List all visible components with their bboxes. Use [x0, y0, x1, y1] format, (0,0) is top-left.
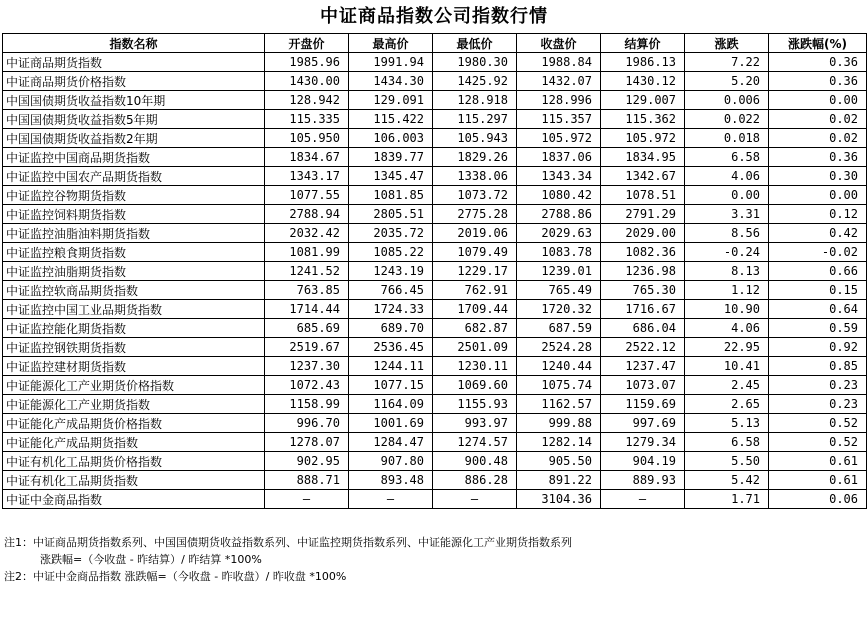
cell-change[interactable]: 6.58 — [685, 433, 769, 452]
page-title: 中证商品指数公司指数行情 — [320, 6, 548, 27]
cell-high[interactable]: 766.45 — [349, 281, 433, 300]
table-body — [3, 53, 867, 509]
cell-settle[interactable]: 1159.69 — [601, 395, 685, 414]
cell-settle[interactable]: 1834.95 — [601, 148, 685, 167]
cell-change-pct[interactable]: 0.02 — [769, 129, 867, 148]
cell-settle[interactable]: — — [601, 490, 685, 509]
cell-low[interactable]: 2019.06 — [433, 224, 517, 243]
cell-close[interactable]: 115.357 — [517, 110, 601, 129]
cell-change-pct[interactable]: 0.64 — [769, 300, 867, 319]
cell-low[interactable]: 128.918 — [433, 91, 517, 110]
cell-index-name[interactable]: 中证监控中国农产品期货指数 — [3, 167, 265, 186]
cell-high[interactable]: 2035.72 — [349, 224, 433, 243]
cell-close[interactable]: 765.49 — [517, 281, 601, 300]
cell-change[interactable]: 5.42 — [685, 471, 769, 490]
cell-open[interactable]: 128.942 — [265, 91, 349, 110]
cell-low[interactable]: 1073.72 — [433, 186, 517, 205]
cell-open[interactable]: 1077.55 — [265, 186, 349, 205]
cell-low[interactable]: 1155.93 — [433, 395, 517, 414]
cell-high[interactable]: 1081.85 — [349, 186, 433, 205]
cell-low[interactable]: 115.297 — [433, 110, 517, 129]
cell-open[interactable]: 888.71 — [265, 471, 349, 490]
cell-settle[interactable]: 997.69 — [601, 414, 685, 433]
cell-open[interactable]: 902.95 — [265, 452, 349, 471]
note-1-formula: 涨跌幅=（今收盘 - 昨结算）/ 昨结算 *100% — [40, 553, 262, 566]
cell-settle[interactable]: 889.93 — [601, 471, 685, 490]
cell-open[interactable]: 1241.52 — [265, 262, 349, 281]
cell-change[interactable]: 5.20 — [685, 72, 769, 91]
header-close: 收盘价 — [517, 34, 601, 53]
table-row — [3, 338, 867, 357]
cell-high[interactable]: 1001.69 — [349, 414, 433, 433]
cell-low[interactable]: 1230.11 — [433, 357, 517, 376]
cell-low[interactable]: 993.97 — [433, 414, 517, 433]
cell-change-pct[interactable]: 0.02 — [769, 110, 867, 129]
cell-index-name[interactable]: 中证有机化工品期货指数 — [3, 471, 265, 490]
cell-high[interactable]: 1991.94 — [349, 53, 433, 72]
table-row — [3, 300, 867, 319]
cell-high[interactable]: 106.003 — [349, 129, 433, 148]
table-row — [3, 262, 867, 281]
cell-high[interactable]: 893.48 — [349, 471, 433, 490]
cell-index-name[interactable]: 中证有机化工品期货价格指数 — [3, 452, 265, 471]
cell-high[interactable]: 1839.77 — [349, 148, 433, 167]
cell-close[interactable]: 891.22 — [517, 471, 601, 490]
cell-change[interactable]: 5.13 — [685, 414, 769, 433]
table-row — [3, 357, 867, 376]
cell-index-name[interactable]: 中证监控软商品期货指数 — [3, 281, 265, 300]
table-row — [3, 205, 867, 224]
cell-index-name[interactable]: 中证监控建材期货指数 — [3, 357, 265, 376]
table-row — [3, 319, 867, 338]
cell-change-pct[interactable]: 0.36 — [769, 148, 867, 167]
cell-high[interactable]: 2805.51 — [349, 205, 433, 224]
cell-index-name[interactable]: 中证监控中国商品期货指数 — [3, 148, 265, 167]
cell-open[interactable]: 1072.43 — [265, 376, 349, 395]
cell-low[interactable]: 1338.06 — [433, 167, 517, 186]
cell-index-name[interactable]: 中证监控油脂油料期货指数 — [3, 224, 265, 243]
table-row — [3, 91, 867, 110]
cell-settle[interactable]: 2029.00 — [601, 224, 685, 243]
cell-change-pct[interactable]: 0.06 — [769, 490, 867, 509]
cell-change[interactable]: 0.022 — [685, 110, 769, 129]
table-row — [3, 452, 867, 471]
cell-change-pct[interactable]: 0.52 — [769, 433, 867, 452]
cell-high[interactable]: 689.70 — [349, 319, 433, 338]
cell-close[interactable]: 1162.57 — [517, 395, 601, 414]
cell-high[interactable]: 1244.11 — [349, 357, 433, 376]
cell-index-name[interactable]: 中证能化产成品期货指数 — [3, 433, 265, 452]
cell-change-pct[interactable]: 0.92 — [769, 338, 867, 357]
cell-index-name[interactable]: 中证监控钢铁期货指数 — [3, 338, 265, 357]
cell-open[interactable]: 1343.17 — [265, 167, 349, 186]
cell-settle[interactable]: 1716.67 — [601, 300, 685, 319]
cell-low[interactable]: 1229.17 — [433, 262, 517, 281]
cell-close[interactable]: 999.88 — [517, 414, 601, 433]
cell-close[interactable]: 1075.74 — [517, 376, 601, 395]
cell-change[interactable]: 4.06 — [685, 167, 769, 186]
cell-low[interactable]: 1425.92 — [433, 72, 517, 91]
footnotes — [4, 534, 864, 585]
cell-low[interactable]: 682.87 — [433, 319, 517, 338]
cell-high[interactable]: 1345.47 — [349, 167, 433, 186]
cell-low[interactable]: 900.48 — [433, 452, 517, 471]
cell-open[interactable]: 115.335 — [265, 110, 349, 129]
cell-low[interactable]: 1274.57 — [433, 433, 517, 452]
cell-settle[interactable]: 1236.98 — [601, 262, 685, 281]
cell-change-pct[interactable]: 0.23 — [769, 376, 867, 395]
cell-index-name[interactable]: 中证中金商品指数 — [3, 490, 265, 509]
cell-open[interactable]: 685.69 — [265, 319, 349, 338]
cell-change[interactable]: 10.41 — [685, 357, 769, 376]
note-2: 注2：中证中金商品指数 涨跌幅=（今收盘 - 昨收盘）/ 昨收盘 *100% — [4, 570, 347, 583]
table-row — [3, 53, 867, 72]
cell-change[interactable]: 6.58 — [685, 148, 769, 167]
cell-low[interactable]: 2775.28 — [433, 205, 517, 224]
table-header-row — [3, 34, 867, 53]
cell-change[interactable]: -0.24 — [685, 243, 769, 262]
cell-index-name[interactable]: 中证监控能化期货指数 — [3, 319, 265, 338]
cell-open[interactable]: 1081.99 — [265, 243, 349, 262]
table-row — [3, 433, 867, 452]
note-1: 注1：中证商品期货指数系列、中国国债期货收益指数系列、中证监控期货指数系列、中证能源化工产业期货指数系列 — [4, 536, 572, 549]
cell-high[interactable]: 1243.19 — [349, 262, 433, 281]
cell-settle[interactable]: 1073.07 — [601, 376, 685, 395]
cell-change-pct[interactable]: 0.36 — [769, 72, 867, 91]
cell-index-name[interactable]: 中证监控谷物期货指数 — [3, 186, 265, 205]
cell-index-name[interactable]: 中证能化产成品期货价格指数 — [3, 414, 265, 433]
cell-settle[interactable]: 1082.36 — [601, 243, 685, 262]
cell-high[interactable]: — — [349, 490, 433, 509]
cell-change-pct[interactable]: 0.36 — [769, 53, 867, 72]
cell-index-name[interactable]: 中证能源化工产业期货价格指数 — [3, 376, 265, 395]
table-row — [3, 471, 867, 490]
cell-low[interactable]: 105.943 — [433, 129, 517, 148]
cell-settle[interactable]: 686.04 — [601, 319, 685, 338]
cell-open[interactable]: 2519.67 — [265, 338, 349, 357]
cell-open[interactable]: 1278.07 — [265, 433, 349, 452]
cell-high[interactable]: 1085.22 — [349, 243, 433, 262]
cell-open[interactable]: 1237.30 — [265, 357, 349, 376]
cell-change[interactable]: 1.12 — [685, 281, 769, 300]
header-index-name: 指数名称 — [3, 34, 265, 53]
cell-settle[interactable]: 765.30 — [601, 281, 685, 300]
cell-close[interactable]: 905.50 — [517, 452, 601, 471]
cell-close[interactable]: 1083.78 — [517, 243, 601, 262]
table-row — [3, 110, 867, 129]
cell-change-pct[interactable]: 0.61 — [769, 471, 867, 490]
cell-index-name[interactable]: 中证监控油脂期货指数 — [3, 262, 265, 281]
cell-index-name[interactable]: 中国国债期货收益指数2年期 — [3, 129, 265, 148]
cell-low[interactable]: 1069.60 — [433, 376, 517, 395]
cell-close[interactable]: 1343.34 — [517, 167, 601, 186]
cell-high[interactable]: 115.422 — [349, 110, 433, 129]
cell-close[interactable]: 1988.84 — [517, 53, 601, 72]
cell-open[interactable]: 1834.67 — [265, 148, 349, 167]
cell-close[interactable]: 1720.32 — [517, 300, 601, 319]
header-high: 最高价 — [349, 34, 433, 53]
header-low: 最低价 — [433, 34, 517, 53]
cell-settle[interactable]: 129.007 — [601, 91, 685, 110]
header-change: 涨跌 — [685, 34, 769, 53]
cell-settle[interactable]: 2791.29 — [601, 205, 685, 224]
cell-open[interactable]: 2788.94 — [265, 205, 349, 224]
cell-change[interactable]: 3.31 — [685, 205, 769, 224]
cell-settle[interactable]: 2522.12 — [601, 338, 685, 357]
table-row — [3, 490, 867, 509]
cell-low[interactable]: 762.91 — [433, 281, 517, 300]
cell-close[interactable]: 1837.06 — [517, 148, 601, 167]
cell-change[interactable]: 7.22 — [685, 53, 769, 72]
cell-high[interactable]: 907.80 — [349, 452, 433, 471]
cell-low[interactable]: 1709.44 — [433, 300, 517, 319]
table-row — [3, 224, 867, 243]
cell-low[interactable]: 886.28 — [433, 471, 517, 490]
header-open: 开盘价 — [265, 34, 349, 53]
cell-settle[interactable]: 1237.47 — [601, 357, 685, 376]
cell-change-pct[interactable]: 0.66 — [769, 262, 867, 281]
cell-settle[interactable]: 115.362 — [601, 110, 685, 129]
cell-close[interactable]: 687.59 — [517, 319, 601, 338]
cell-change[interactable]: 0.00 — [685, 186, 769, 205]
cell-change-pct[interactable]: -0.02 — [769, 243, 867, 262]
cell-settle[interactable]: 1078.51 — [601, 186, 685, 205]
cell-change[interactable]: 1.71 — [685, 490, 769, 509]
cell-high[interactable]: 1077.15 — [349, 376, 433, 395]
cell-open[interactable]: 1985.96 — [265, 53, 349, 72]
cell-change-pct[interactable]: 0.30 — [769, 167, 867, 186]
cell-close[interactable]: 3104.36 — [517, 490, 601, 509]
cell-change[interactable]: 10.90 — [685, 300, 769, 319]
header-change-pct: 涨跌幅(%) — [769, 34, 867, 53]
cell-high[interactable]: 1724.33 — [349, 300, 433, 319]
cell-change-pct[interactable]: 0.42 — [769, 224, 867, 243]
cell-open[interactable]: 2032.42 — [265, 224, 349, 243]
cell-change[interactable]: 22.95 — [685, 338, 769, 357]
cell-change[interactable]: 2.45 — [685, 376, 769, 395]
cell-index-name[interactable]: 中证商品期货价格指数 — [3, 72, 265, 91]
cell-change[interactable]: 0.006 — [685, 91, 769, 110]
cell-close[interactable]: 1240.44 — [517, 357, 601, 376]
cell-index-name[interactable]: 中证监控饲料期货指数 — [3, 205, 265, 224]
cell-open[interactable]: 996.70 — [265, 414, 349, 433]
table-row — [3, 167, 867, 186]
cell-change-pct[interactable]: 0.00 — [769, 186, 867, 205]
cell-index-name[interactable]: 中国国债期货收益指数5年期 — [3, 110, 265, 129]
cell-close[interactable]: 105.972 — [517, 129, 601, 148]
cell-change-pct[interactable]: 0.15 — [769, 281, 867, 300]
cell-index-name[interactable]: 中证监控中国工业品期货指数 — [3, 300, 265, 319]
cell-change[interactable]: 5.50 — [685, 452, 769, 471]
cell-close[interactable]: 2524.28 — [517, 338, 601, 357]
cell-open[interactable]: 1714.44 — [265, 300, 349, 319]
cell-settle[interactable]: 1430.12 — [601, 72, 685, 91]
cell-index-name[interactable]: 中国国债期货收益指数10年期 — [3, 91, 265, 110]
cell-open[interactable]: 105.950 — [265, 129, 349, 148]
cell-high[interactable]: 1164.09 — [349, 395, 433, 414]
cell-close[interactable]: 1432.07 — [517, 72, 601, 91]
table-row — [3, 72, 867, 91]
cell-low[interactable]: 1829.26 — [433, 148, 517, 167]
cell-change-pct[interactable]: 0.12 — [769, 205, 867, 224]
cell-change-pct[interactable]: 0.23 — [769, 395, 867, 414]
cell-change-pct[interactable]: 0.52 — [769, 414, 867, 433]
cell-close[interactable]: 1080.42 — [517, 186, 601, 205]
cell-settle[interactable]: 904.19 — [601, 452, 685, 471]
cell-change[interactable]: 0.018 — [685, 129, 769, 148]
table-row — [3, 243, 867, 262]
cell-low[interactable]: 2501.09 — [433, 338, 517, 357]
table-row — [3, 148, 867, 167]
cell-open[interactable]: 1430.00 — [265, 72, 349, 91]
header-settle: 结算价 — [601, 34, 685, 53]
cell-low[interactable]: 1079.49 — [433, 243, 517, 262]
cell-change-pct[interactable]: 0.85 — [769, 357, 867, 376]
cell-close[interactable]: 2788.86 — [517, 205, 601, 224]
table-row — [3, 186, 867, 205]
cell-settle[interactable]: 1986.13 — [601, 53, 685, 72]
table-row — [3, 414, 867, 433]
cell-settle[interactable]: 1342.67 — [601, 167, 685, 186]
cell-high[interactable]: 1284.47 — [349, 433, 433, 452]
table-row — [3, 281, 867, 300]
cell-index-name[interactable]: 中证监控粮食期货指数 — [3, 243, 265, 262]
cell-open[interactable]: 1158.99 — [265, 395, 349, 414]
cell-index-name[interactable]: 中证能源化工产业期货指数 — [3, 395, 265, 414]
cell-close[interactable]: 2029.63 — [517, 224, 601, 243]
cell-change-pct[interactable]: 0.59 — [769, 319, 867, 338]
cell-change-pct[interactable]: 0.00 — [769, 91, 867, 110]
table-row — [3, 395, 867, 414]
cell-high[interactable]: 129.091 — [349, 91, 433, 110]
table-row — [3, 376, 867, 395]
cell-close[interactable]: 128.996 — [517, 91, 601, 110]
cell-low[interactable]: — — [433, 490, 517, 509]
cell-change[interactable]: 4.06 — [685, 319, 769, 338]
table-row — [3, 129, 867, 148]
cell-settle[interactable]: 105.972 — [601, 129, 685, 148]
cell-open[interactable]: — — [265, 490, 349, 509]
index-quote-table — [2, 33, 867, 509]
cell-close[interactable]: 1239.01 — [517, 262, 601, 281]
cell-change[interactable]: 2.65 — [685, 395, 769, 414]
cell-index-name[interactable]: 中证商品期货指数 — [3, 53, 265, 72]
cell-settle[interactable]: 1279.34 — [601, 433, 685, 452]
cell-close[interactable]: 1282.14 — [517, 433, 601, 452]
cell-high[interactable]: 2536.45 — [349, 338, 433, 357]
cell-change[interactable]: 8.13 — [685, 262, 769, 281]
cell-change[interactable]: 8.56 — [685, 224, 769, 243]
cell-high[interactable]: 1434.30 — [349, 72, 433, 91]
cell-open[interactable]: 763.85 — [265, 281, 349, 300]
cell-low[interactable]: 1980.30 — [433, 53, 517, 72]
cell-change-pct[interactable]: 0.61 — [769, 452, 867, 471]
